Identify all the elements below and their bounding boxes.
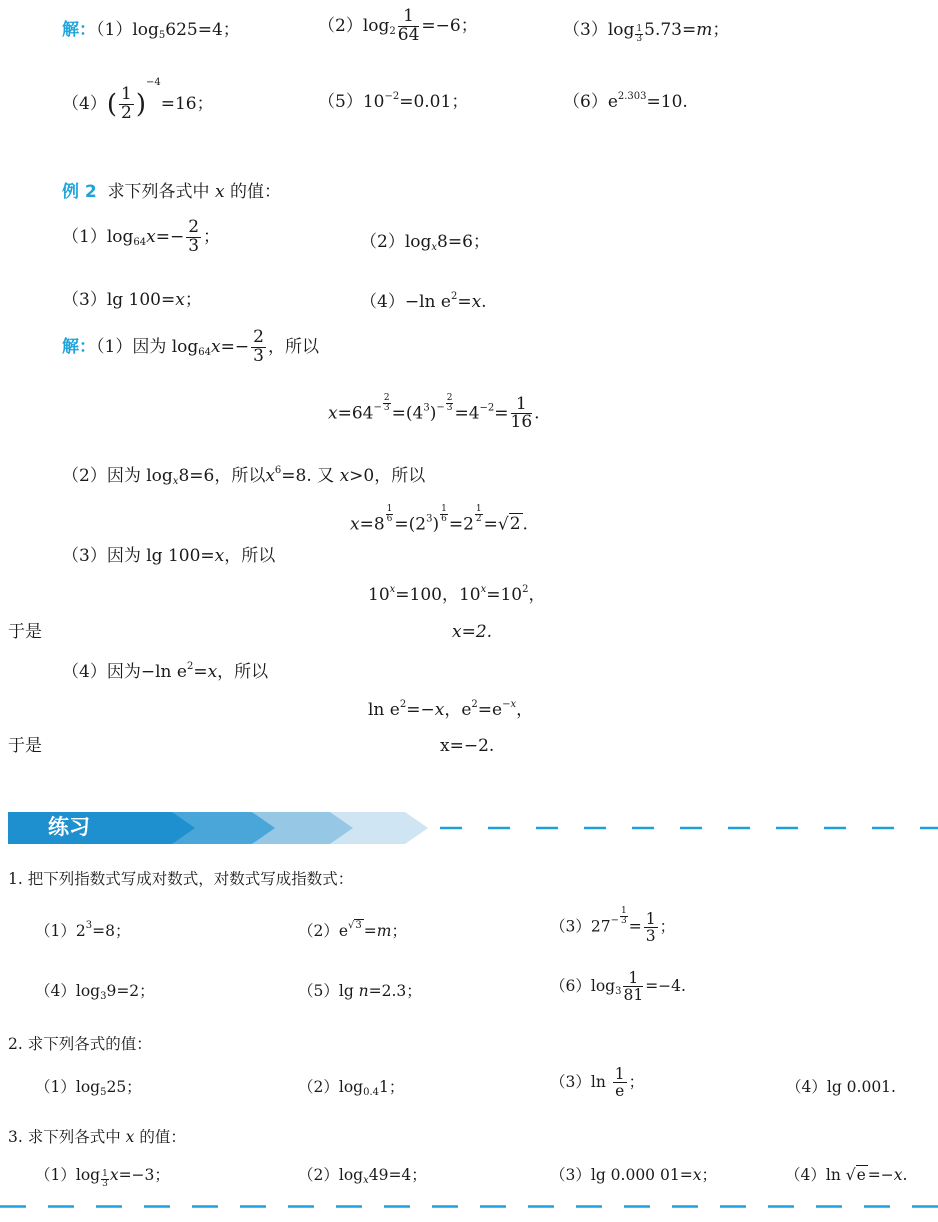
example-item-1: $(1)\log_{64}x=-$ $\frac{2}{3}$ ； xyxy=(62,217,221,256)
solution-2-eq-1: $x=64^{- \frac{2}{3}}$ $=(4^3)^{- \frac{2}{3}}$ $=4^{-2}=$ $\frac{1}{16}$ . xyxy=(328,393,540,433)
answer-5: $(5)10^{-2}=0.01$； xyxy=(318,91,469,112)
exercise-3-heading: 3. 求下列各式中 x 的值： xyxy=(8,1128,186,1146)
solution-2-eq-2: x=8 $^{\frac{1}{6}}$ $=(2^3)$ $^{\frac{1}{6}}$ =2 $^{\frac{1}{2}}$ =√2 . xyxy=(350,504,528,535)
answer-6: $(6)e^{2.303}=10$. xyxy=(563,91,688,112)
exercise-2-item-1: $(1)\log_525$； xyxy=(35,1078,142,1098)
exercise-1-item-2: $(2)e^{√3} =m$； xyxy=(298,920,408,940)
yushi-1: 于是 xyxy=(8,622,42,642)
solution-2-res-4: x=−2. xyxy=(440,736,495,756)
solution-2-part-4: （4）因为−ln $e^2=x$，所以 xyxy=(62,661,269,682)
solution-2-part-1: 解：（1）因为 $\log_{64}x=-$ $\frac{2}{3}$ ，所以 xyxy=(62,327,319,366)
practice-title: 练习 xyxy=(48,815,90,839)
exercise-2-heading: 2. 求下列各式的值： xyxy=(8,1035,152,1053)
exercise-3-item-1: （1）log $\frac{1}{3}$ x=−3； xyxy=(35,1166,170,1189)
exercise-3-item-2: $(2)\log_x49=4$； xyxy=(298,1166,427,1186)
bottom-dash-line xyxy=(0,1205,938,1208)
banner-chevron-1 xyxy=(8,812,195,844)
exercise-3-item-3: （3）lg 0.000 01=x； xyxy=(550,1166,717,1184)
exercise-1-item-6: $(6)\log_3$ $\frac{1}{81}$ =−4. xyxy=(550,969,686,1005)
answer-3: （3）log $\frac{1}{3}$ 5.73=m； xyxy=(563,20,730,44)
example-item-4: （4）−ln $e^2=x$. xyxy=(360,291,487,312)
exercise-2-item-2: $(2)\log_{0.4}1$； xyxy=(298,1078,405,1098)
exercise-1-item-3: $(3)27^{- \frac{1}{3}}$ = $\frac{1}{3}$ ； xyxy=(550,906,676,945)
example-item-3: （3）lg 100=x； xyxy=(62,290,202,310)
exercise-2-item-3: （3）ln $\frac{1}{e}$ ； xyxy=(550,1065,645,1101)
practice-banner xyxy=(0,812,938,844)
solution-row-1: 解：$(1)\log_5625=4$； xyxy=(62,20,240,41)
example-label: 例 2 xyxy=(62,182,97,202)
example-2-heading: 例 2 求下列各式中 x 的值： xyxy=(62,182,281,202)
example-item-2: $(2)\log_x8=6$； xyxy=(360,232,490,253)
solution-2-eq-4: $\ln e^2=-x$，$e^2=e^{-x}$， xyxy=(368,699,534,720)
solution-2-part-2: （2）因为 $\log_x8=6$，所以$x^6=8$. 又 x>0，所以 xyxy=(62,465,426,487)
answer-2: $(2)\log_2$ $\frac{1}{64}$ =−6； xyxy=(318,6,478,45)
exercise-1-item-4: $(4)\log_39=2$； xyxy=(35,982,155,1002)
solution-label: 解 xyxy=(62,20,79,40)
exercise-3-item-4: （4）ln √e =−x. xyxy=(785,1166,908,1184)
exercise-1-item-1: $(1)2^3=8$； xyxy=(35,920,131,940)
solution-2-part-3: （3）因为 lg 100=x，所以 xyxy=(62,546,276,566)
answer-4: （4）( $\frac{1}{2}$ )$^{-4}$=16； xyxy=(62,77,214,123)
answer-1-num: （1） xyxy=(96,20,133,40)
exercise-2-item-4: （4）lg 0.001. xyxy=(786,1078,896,1096)
solution-2-eq-3: $10^x=100$，$10^x=10^2$， xyxy=(368,584,546,605)
exercise-1-item-5: （5）lg n=2.3； xyxy=(298,982,422,1000)
solution-2-res-3: x=2. xyxy=(452,622,493,642)
fraction-1-64: $\frac{1}{64}$ xyxy=(397,6,420,45)
exercise-1-heading: 1. 把下列指数式写成对数式，对数式写成指数式： xyxy=(8,870,354,888)
yushi-2: 于是 xyxy=(8,736,42,756)
